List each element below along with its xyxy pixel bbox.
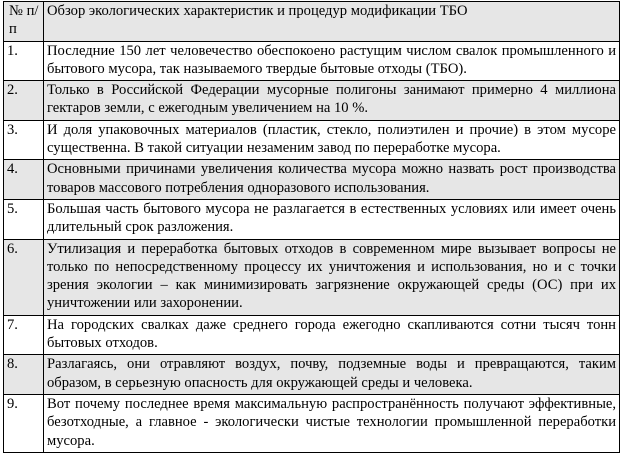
table-row bbox=[4, 355, 620, 395]
header-number-cell: № п/п bbox=[4, 2, 44, 42]
row-number: 6. bbox=[4, 239, 44, 315]
header-title-cell: Обзор экологических характеристик и процедур модификации ТБО bbox=[44, 2, 620, 42]
table-row bbox=[4, 41, 620, 81]
table-header-row bbox=[4, 2, 620, 42]
table-row bbox=[4, 394, 620, 452]
row-number: 1. bbox=[4, 41, 44, 81]
table-body bbox=[4, 2, 620, 453]
row-text: Разлагаясь, они отравляют воздух, почву, подземные воды и превращаются, таким образом, в серьезную опасность для окружающей среды и человека. bbox=[44, 355, 620, 395]
row-text: Большая часть бытового мусора не разлагается в естественных условиях или имеет очень длительный срок разложения. bbox=[44, 199, 620, 239]
row-text: На городских свалках даже среднего города ежегодно скапливаются сотни тысяч тонн бытовых отходов. bbox=[44, 315, 620, 355]
row-number: 2. bbox=[4, 81, 44, 121]
row-text: Только в Российской Федерации мусорные полигоны занимают примерно 4 миллиона гектаров земли, с ежегодным увеличением на 10 %. bbox=[44, 81, 620, 121]
row-text: Основными причинами увеличения количества мусора можно назвать рост производства товаров массового потребления одноразового использования. bbox=[44, 160, 620, 200]
row-number: 5. bbox=[4, 199, 44, 239]
table-row bbox=[4, 239, 620, 315]
document-table bbox=[3, 1, 620, 453]
table-row bbox=[4, 81, 620, 121]
table-row bbox=[4, 315, 620, 355]
row-number: 7. bbox=[4, 315, 44, 355]
table-row bbox=[4, 199, 620, 239]
row-text: Вот почему последнее время максимальную распространённость получают эффективные, безотходные, а главное - экологически чистые технологии промышленной переработки мусора. bbox=[44, 394, 620, 452]
row-number: 4. bbox=[4, 160, 44, 200]
row-text: Утилизация и переработка бытовых отходов в современном мире вызывает вопросы не только по непосредственному процессу их уничтожения и использования, но и с точки зрения экологии – как минимизировать загрязнение окружающей среды (ОС) при их уничтожении или захоронении. bbox=[44, 239, 620, 315]
row-text: Последние 150 лет человечество обеспокоено растущим числом свалок промышленного и бытового мусора, так называемого твердые бытовые отходы (ТБО). bbox=[44, 41, 620, 81]
row-number: 9. bbox=[4, 394, 44, 452]
table-row bbox=[4, 160, 620, 200]
table-row bbox=[4, 120, 620, 160]
row-number: 3. bbox=[4, 120, 44, 160]
row-number: 8. bbox=[4, 355, 44, 395]
row-text: И доля упаковочных материалов (пластик, стекло, полиэтилен и прочие) в этом мусоре существенна. В такой ситуации незаменим завод по переработке мусора. bbox=[44, 120, 620, 160]
